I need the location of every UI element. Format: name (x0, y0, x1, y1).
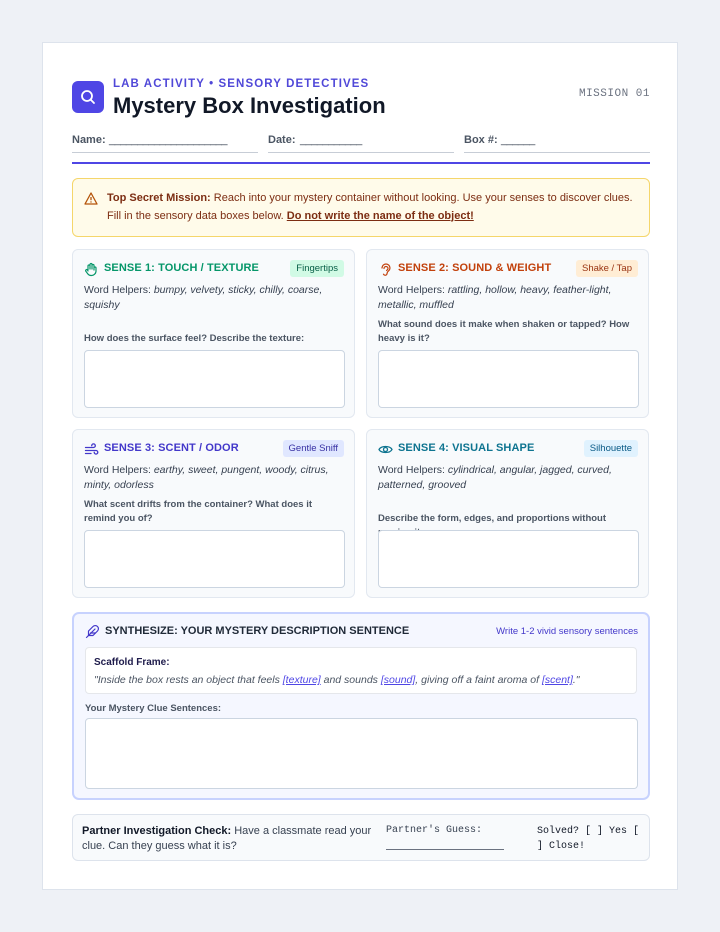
alert-emphasis: Do not write the name of the object! (286, 209, 474, 222)
clue-sentences-label: Your Mystery Clue Sentences: (85, 703, 222, 714)
sense-chip: Shake / Tap (576, 260, 638, 277)
partner-instructions (82, 824, 382, 854)
sense-card-scent (72, 429, 355, 598)
partner-guess-label: Partner's Guess: (386, 825, 483, 836)
alert-lead: Top Secret Mission: (107, 192, 211, 204)
visual-answer-box[interactable] (378, 530, 639, 588)
word-helpers (84, 283, 342, 312)
name-blank: _____________________ (109, 134, 227, 146)
helpers-label: Word Helpers: (84, 284, 154, 296)
mission-alert (72, 178, 650, 237)
sense-card-sound (366, 249, 649, 418)
sense-title: SENSE 4: VISUAL SHAPE (398, 442, 535, 454)
name-field[interactable] (72, 132, 258, 153)
warning-icon (84, 192, 98, 210)
scaffold-frame (85, 647, 637, 694)
search-icon (72, 81, 104, 113)
sense-question: How does the surface feel? Describe the texture: (84, 333, 305, 344)
frame-part: "Inside the box rests an object that feels (94, 674, 283, 686)
sense-chip: Silhouette (584, 440, 638, 457)
header (72, 77, 650, 121)
helpers-label: Word Helpers: (378, 284, 448, 296)
header-divider (72, 162, 650, 164)
sense-card-visual (366, 429, 649, 598)
feather-icon (85, 624, 100, 644)
box-number-field[interactable] (464, 132, 650, 153)
date-blank: ___________ (300, 134, 362, 146)
ear-icon (378, 262, 393, 277)
alert-text (107, 190, 637, 225)
sense-chip: Gentle Sniff (283, 440, 344, 457)
scaffold-label: Scaffold Frame: (94, 657, 170, 668)
box-number-label: Box #: (464, 134, 498, 146)
sense-chip: Fingertips (290, 260, 344, 277)
word-helpers (84, 463, 342, 492)
touch-answer-box[interactable] (84, 350, 345, 408)
student-info (72, 132, 650, 154)
frame-part: and sounds (320, 674, 381, 686)
worksheet (42, 42, 678, 890)
eyebrow: LAB ACTIVITY • SENSORY DETECTIVES (113, 78, 370, 90)
solved-checkboxes[interactable]: Solved? [ ] Yes [ ] Close! (537, 826, 640, 852)
partner-lead: Partner Investigation Check: (82, 825, 232, 837)
synthesize-section (72, 612, 650, 800)
hand-icon (84, 262, 99, 277)
helpers-words: cylindrical, angular, jagged, curved, patterned, grooved (378, 464, 612, 491)
sense-title: SENSE 2: SOUND & WEIGHT (398, 262, 552, 274)
box-number-blank: ______ (501, 134, 535, 146)
sense-card-touch (72, 249, 355, 418)
sound-answer-box[interactable] (378, 350, 639, 408)
partner-body: Have a classmate read your clue. Can they guess what it is? (82, 825, 372, 852)
date-field[interactable] (268, 132, 454, 153)
word-helpers (378, 463, 636, 492)
scent-placeholder: [scent] (541, 674, 573, 686)
synthesize-title: SYNTHESIZE: YOUR MYSTERY DESCRIPTION SENTENCE (105, 625, 410, 637)
partner-check (72, 814, 650, 861)
scaffold-sentence (94, 674, 580, 686)
alert-body: Reach into your mystery container without looking. Use your senses to discover clues. Fill in the sensory data boxes below. (107, 192, 633, 222)
sense-question: What sound does it make when shaken or tapped? How heavy is it? (378, 319, 630, 344)
frame-part: , giving off a faint aroma of (415, 674, 542, 686)
page-title: Mystery Box Investigation (113, 93, 386, 118)
helpers-label: Word Helpers: (84, 464, 154, 476)
helpers-words: rattling, hollow, heavy, feather-light, metallic, muffled (378, 284, 612, 311)
sense-question: What scent drifts from the container? What does it remind you of? (84, 499, 313, 524)
helpers-words: earthy, sweet, pungent, woody, citrus, minty, odorless (84, 464, 329, 491)
sound-placeholder: [sound] (380, 674, 416, 686)
texture-placeholder: [texture] (282, 674, 321, 686)
mission-number: MISSION 01 (578, 88, 650, 100)
wind-icon (84, 442, 99, 457)
word-helpers (378, 283, 636, 312)
date-label: Date: (268, 134, 296, 146)
helpers-label: Word Helpers: (378, 464, 448, 476)
helpers-words: bumpy, velvety, sticky, chilly, coarse, squishy (84, 284, 323, 311)
frame-part: ." (572, 674, 580, 686)
scent-answer-box[interactable] (84, 530, 345, 588)
partner-guess-line[interactable] (386, 849, 504, 850)
name-label: Name: (72, 134, 106, 146)
eye-icon (378, 442, 393, 457)
synthesize-hint: Write 1-2 vivid sensory sentences (496, 626, 638, 637)
sense-question: Describe the form, edges, and proportions without (378, 513, 607, 524)
clue-sentences-box[interactable] (85, 718, 638, 789)
sense-title: SENSE 1: TOUCH / TEXTURE (104, 262, 259, 274)
sense-title: SENSE 3: SCENT / ODOR (104, 442, 239, 454)
